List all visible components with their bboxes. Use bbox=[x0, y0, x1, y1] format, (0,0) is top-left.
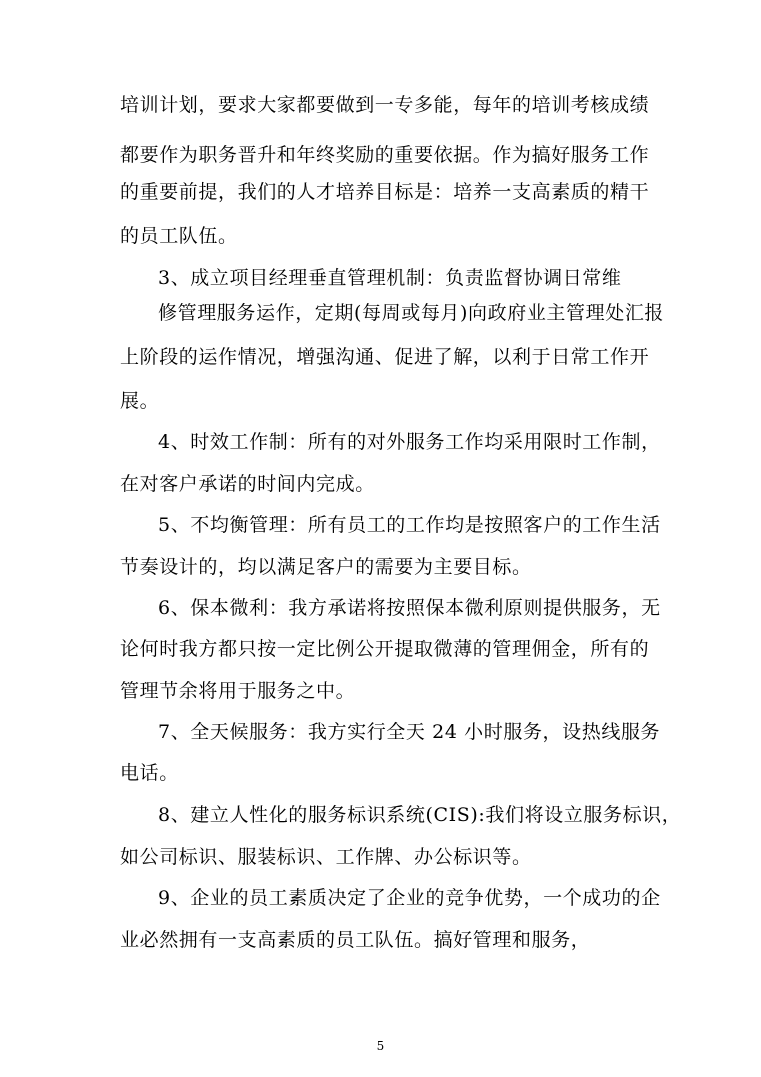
text-line: 论何时我方都只按一定比例公开提取微薄的管理佣金，所有的 bbox=[120, 638, 650, 660]
text-line: 7、全天候服务：我方实行全天 24 小时服务，设热线服务 bbox=[158, 721, 661, 743]
text-line: 4、时效工作制：所有的对外服务工作均采用限时工作制， bbox=[158, 431, 661, 453]
text-line: 都要作为职务晋升和年终奖励的重要依据。作为搞好服务工作 bbox=[120, 144, 650, 166]
text-line: 3、成立项目经理垂直管理机制：负责监督协调日常维 bbox=[158, 267, 622, 289]
text-line: 上阶段的运作情况，增强沟通、促进了解，以利于日常工作开 bbox=[120, 346, 650, 368]
text-line: 展。 bbox=[120, 390, 160, 412]
text-line: 在对客户承诺的时间内完成。 bbox=[120, 473, 375, 495]
text-line: 业必然拥有一支高素质的员工队伍。搞好管理和服务， bbox=[120, 929, 591, 951]
text-line: 如公司标识、服装标识、工作牌、办公标识等。 bbox=[120, 846, 532, 868]
text-line: 节奏设计的，均以满足客户的需要为主要目标。 bbox=[120, 556, 532, 578]
text-line: 的员工队伍。 bbox=[120, 225, 238, 247]
text-line: 电话。 bbox=[120, 762, 179, 784]
text-line: 9、企业的员工素质决定了企业的竞争优势，一个成功的企 bbox=[158, 887, 661, 909]
text-line: 6、保本微利：我方承诺将按照保本微利原则提供服务，无 bbox=[158, 597, 661, 619]
page-number: 5 bbox=[376, 1039, 385, 1053]
text-line: 修管理服务运作，定期(每周或每月)向政府业主管理处汇报 bbox=[158, 302, 665, 324]
text-line: 培训计划，要求大家都要做到一专多能，每年的培训考核成绩 bbox=[120, 94, 650, 116]
text-line: 管理节余将用于服务之中。 bbox=[120, 680, 356, 702]
text-line: 5、不均衡管理：所有员工的工作均是按照客户的工作生活 bbox=[158, 514, 661, 536]
text-line: 8、建立人性化的服务标识系统(CIS):我们将设立服务标识， bbox=[158, 804, 682, 826]
text-line: 的重要前提，我们的人才培养目标是：培养一支高素质的精干 bbox=[120, 181, 650, 203]
